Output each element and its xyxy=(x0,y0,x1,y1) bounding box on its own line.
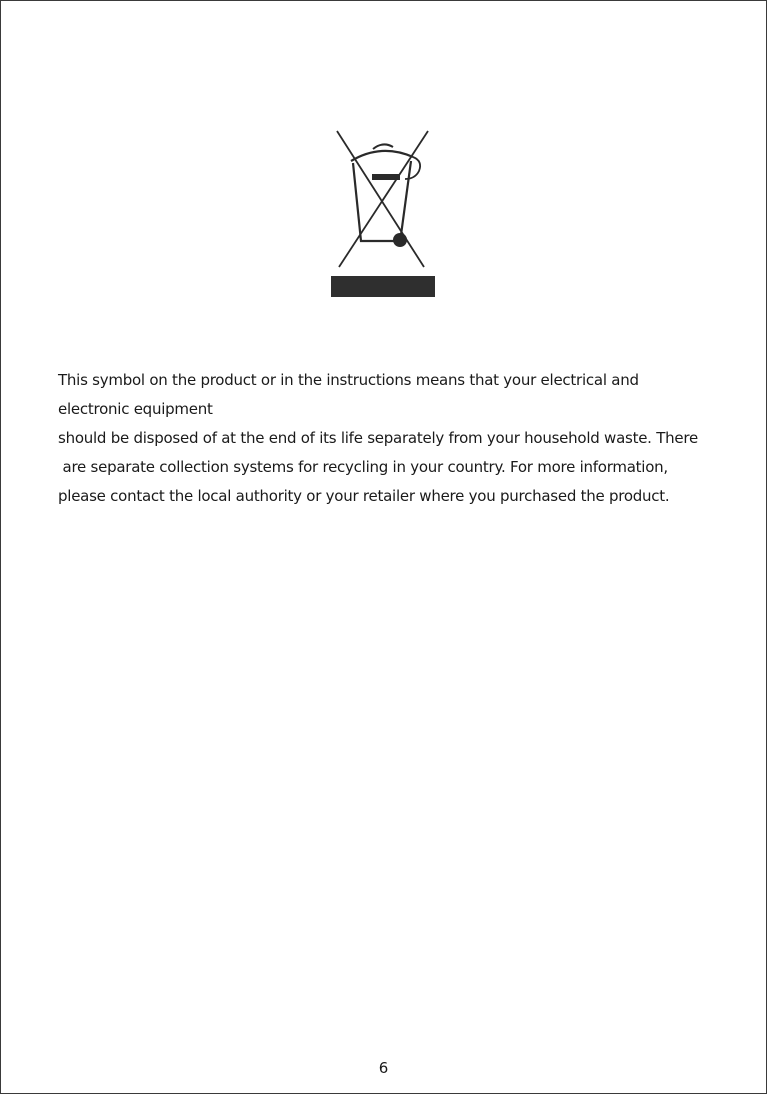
page-number: 6 xyxy=(378,1059,389,1077)
crossed-out-wheelie-bin-icon xyxy=(329,127,437,299)
paragraph-line: electronic equipment xyxy=(58,400,213,418)
paragraph-line: please contact the local authority or your retailer where you purchased the product. xyxy=(58,487,670,505)
recycling-notice-paragraph xyxy=(58,366,748,511)
paragraph-line: should be disposed of at the end of its life separately from your household waste. There xyxy=(58,429,698,447)
paragraph-line: This symbol on the product or in the instructions means that your electrical and xyxy=(58,371,639,389)
paragraph-line: are separate collection systems for recycling in your country. For more information, xyxy=(58,458,668,476)
